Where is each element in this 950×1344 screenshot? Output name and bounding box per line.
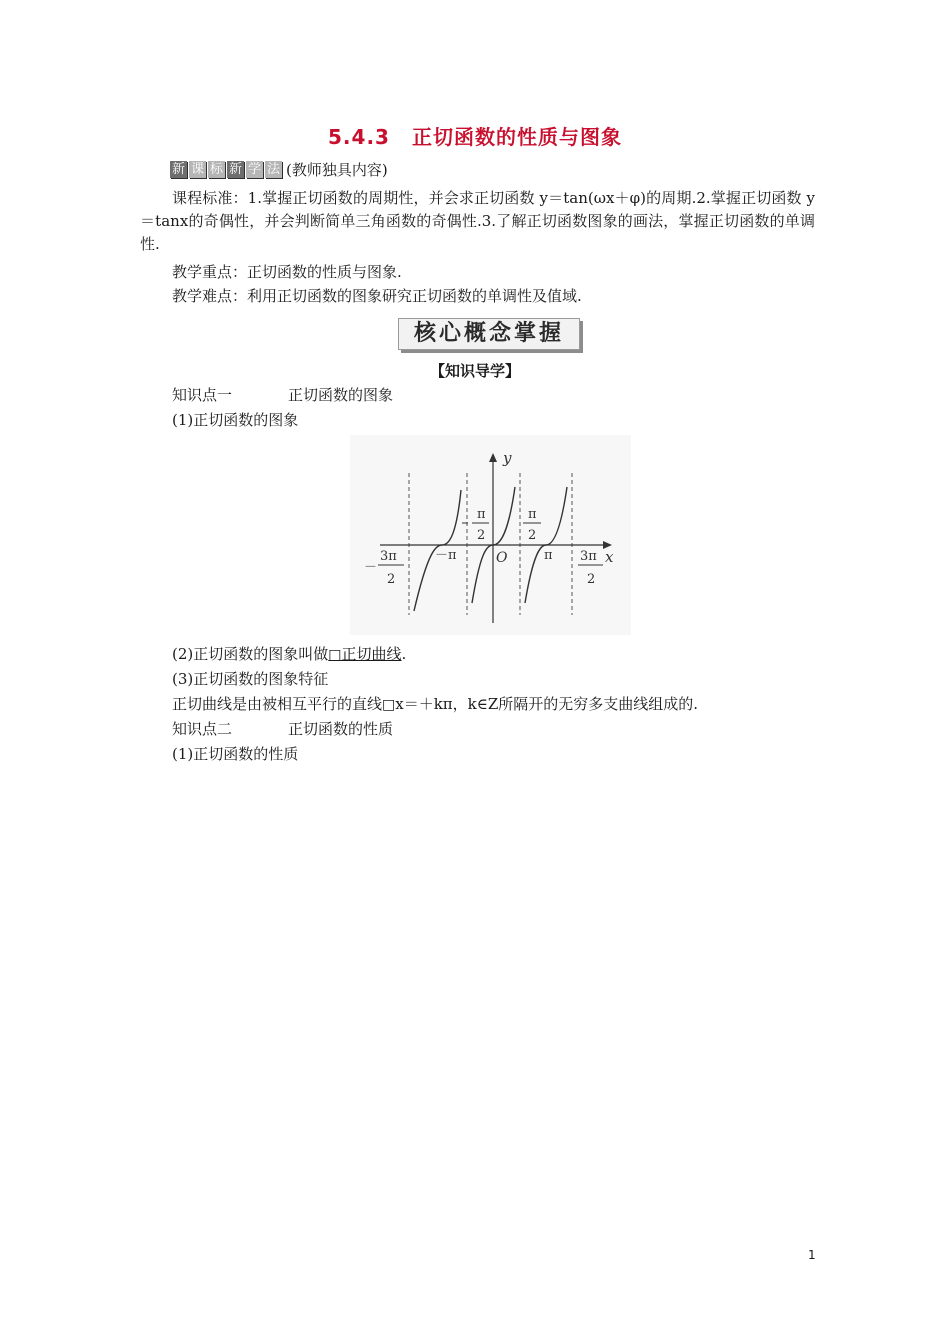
half-pi-denominator: 2: [528, 528, 537, 543]
difficult-point: 教学难点：利用正切函数的图象研究正切函数的单调性及值域.: [172, 287, 582, 305]
kp1-sub2: [172, 643, 406, 666]
answer-box-icon: □: [328, 647, 342, 663]
tag-box: 法: [266, 161, 280, 177]
answer-text: 正切曲线: [341, 645, 402, 663]
y-axis-label: y: [503, 449, 512, 467]
kp1-sub1: (1)正切函数的图象: [172, 411, 299, 429]
half-pi-numerator: π: [528, 507, 537, 522]
3pi-denominator: 2: [587, 572, 596, 587]
key-point: 教学重点：正切函数的性质与图象.: [172, 263, 402, 281]
kp2-label: 知识点二: [172, 720, 233, 738]
tag-box: 标: [209, 161, 223, 177]
answer-blank: [328, 645, 401, 663]
tag-box: 学: [247, 161, 261, 177]
y-axis-arrow: [489, 453, 497, 462]
kp1-title: 正切函数的图象: [288, 386, 394, 404]
asymptote-formula: x＝＋kπ，k∈Z: [395, 695, 499, 713]
neg-half-pi-numerator: π: [477, 507, 486, 522]
neg-3pi-denominator: 2: [387, 572, 396, 587]
page-number: 1: [808, 1248, 816, 1262]
kp1-sub3-suffix: 所隔开的无穷多支曲线组成的.: [498, 695, 699, 713]
teacher-note: (教师独具内容): [286, 160, 388, 179]
kp2-title: 正切函数的性质: [288, 720, 394, 738]
minus-sign-left: －: [364, 560, 378, 575]
new-curriculum-tag: [170, 158, 388, 180]
tag-box: 新: [171, 161, 185, 177]
knowledge-point-1: [172, 384, 393, 406]
knowledge-guide-heading: 【知识导学】: [429, 362, 520, 380]
kp1-label: 知识点一: [172, 386, 233, 404]
section-banner: 核心概念掌握: [398, 318, 580, 350]
section-number: 5.4.3: [328, 125, 390, 149]
kp1-sub2-suffix: .: [401, 645, 407, 663]
neg-3pi-numerator: 3π: [380, 549, 397, 564]
tag-box: 课: [190, 161, 204, 177]
tag-box: 新: [228, 161, 242, 177]
kp2-sub1: (1)正切函数的性质: [172, 745, 299, 763]
page-title: [0, 121, 950, 150]
kp1-sub2-prefix: (2)正切函数的图象叫做: [172, 645, 329, 663]
section-title: 正切函数的性质与图象: [411, 125, 622, 149]
pi-label: π: [544, 548, 553, 563]
kp1-sub3-prefix: 正切曲线是由被相互平行的直线: [172, 695, 383, 713]
kp1-sub3-text: [172, 693, 698, 716]
kp1-sub3: (3)正切函数的图象特征: [172, 670, 329, 688]
3pi-numerator: 3π: [580, 549, 597, 564]
answer-box-icon: □: [382, 697, 396, 713]
tangent-graph: [350, 435, 631, 635]
neg-half-pi-denominator: 2: [477, 528, 486, 543]
knowledge-point-2: [172, 718, 393, 740]
origin-label: O: [496, 550, 508, 566]
neg-pi-label: －π: [435, 548, 457, 563]
course-standard: 课程标准：1.掌握正切函数的周期性，并会求正切函数 y＝tan(ωx＋φ)的周期.2.掌握正切函数 y＝tanx的奇偶性，并会判断简单三角函数的奇偶性.3.了解正切函数图象的画法，掌握正切函数的单调性.: [140, 189, 815, 253]
x-axis-label: x: [605, 548, 614, 566]
